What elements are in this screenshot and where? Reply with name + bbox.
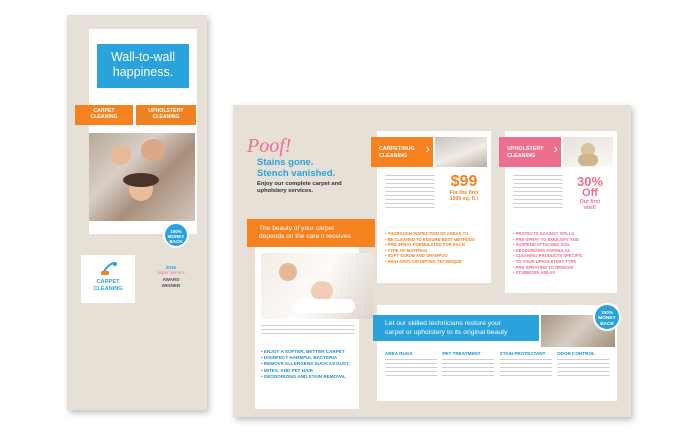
mother-baby-photo: [261, 253, 373, 319]
list-item: • HIGH AIRFLOW DRYING TECHNIQUE: [385, 259, 489, 265]
baby-body: [295, 299, 355, 313]
list-item: • PRE-SPRAY FORMULATED FOR EACH: [385, 242, 489, 248]
service-col: ODOR CONTROL: [557, 351, 609, 379]
technicians-banner: Let our skilled technicians restore your carpet or upholstery to its original beauty: [373, 315, 539, 341]
logo-text-2: CLEANING: [93, 285, 123, 292]
chevron-right-icon: ›: [425, 140, 430, 156]
brochure-inside-spread: [233, 105, 631, 417]
services-footer: [377, 351, 617, 379]
award-block: [143, 265, 199, 289]
carpet-body-text: [385, 175, 435, 209]
logo-text-1: CARPET: [96, 279, 120, 285]
vacuum-icon: [99, 261, 119, 275]
upholstery-features-list: [513, 231, 617, 276]
chevron-right-icon: ›: [553, 140, 558, 156]
carpet-photo: [435, 137, 487, 167]
list-item: • CLEANING PRODUCTS SPECIFIC: [513, 253, 617, 259]
front-card: [89, 29, 197, 234]
tab-upholstery-cleaning: UPHOLSTERY CLEANING: [136, 105, 196, 125]
father-face: [141, 139, 165, 161]
child-face: [111, 145, 131, 165]
headline-line1: Wall-to-wall: [110, 50, 176, 64]
money-back-badge: 100% MONEY BACK: [163, 222, 189, 248]
award-2: WINNER: [161, 283, 181, 288]
left-card: [255, 219, 359, 409]
award-year: 2016: [165, 265, 177, 270]
award-script: Super Service: [157, 271, 185, 276]
list-item: • PRE-SPRAY TO EMULSIFY AND: [513, 237, 617, 243]
poof-heading: Poof!: [247, 135, 292, 157]
beauty-banner: The beauty of your carpet depends on the care it receives: [247, 219, 375, 247]
headline-box: [97, 44, 189, 88]
list-item: • TO YOUR UPHOLSTERY TYPE: [513, 259, 617, 265]
stains-heading: Stains gone. Stench vanished.: [257, 157, 336, 179]
teddy-photo: [563, 137, 613, 167]
upholstery-discount: 30% Off Our first visit!: [576, 174, 604, 211]
list-item: • STUBBORN AREAS: [513, 270, 617, 276]
money-back-badge: 100% MONEY BACK: [593, 303, 621, 331]
left-body-text: [261, 325, 355, 337]
upholstery-tab: UPHOLSTERY CLEANING ›: [499, 137, 561, 167]
family-photo: [89, 133, 195, 221]
service-col: PET TREATMENT: [442, 351, 494, 379]
tab-carpet-cleaning: CARPET CLEANING: [75, 105, 133, 125]
list-item: • PRE-SPRAYING TO REMOVE: [513, 265, 617, 271]
list-item: • ENJOY A SOFTER, BETTER CARPET: [261, 349, 371, 355]
carpet-tab: CARPET/RUG CLEANING ›: [371, 137, 433, 167]
list-item: • REMOVE ALLERGENS SUCH AS DUST,: [261, 361, 371, 367]
logo-card: [81, 255, 135, 303]
list-item: • DEODORIZING FORMULAS: [513, 248, 617, 254]
list-item: • DISINFECT HARMFUL BACTERIA: [261, 355, 371, 361]
list-item: • TYPE OF MATERIAL: [385, 248, 489, 254]
service-col: STAIN PROTECTANT: [500, 351, 552, 379]
headline-line2: happiness.: [112, 65, 174, 79]
left-benefits-list: [261, 349, 371, 380]
list-item: • DEODORIZING AND STAIN REMOVAL: [261, 374, 371, 380]
bottom-card: [377, 305, 617, 401]
list-item: • MITES, AND PET HAIR: [261, 368, 371, 374]
carpet-card: [377, 131, 491, 283]
brochure-front-panel: [67, 15, 207, 410]
upholstery-card: [505, 131, 617, 293]
upholstery-body-text: [513, 175, 563, 209]
teddy-body: [578, 154, 598, 166]
list-item: • SOFT SCRUB AND SHAMPOO: [385, 253, 489, 259]
list-item: • SUSPEND ATTACHED SOIL: [513, 242, 617, 248]
service-col: AREA RUGS: [385, 351, 437, 379]
carpet-features-list: [385, 231, 489, 265]
award-1: AWARD: [162, 277, 180, 282]
list-item: • BE CLEANED TO ENSURE BEST METHODS: [385, 237, 489, 243]
list-item: • PROTECTS AGAINST SPILLS: [513, 231, 617, 237]
enjoy-text: Enjoy our complete carpet and upholstery services.: [257, 181, 342, 194]
carpet-price: $99 For the first 1000 sq. ft.!: [449, 173, 479, 202]
mother-face: [279, 263, 297, 281]
mother-hair: [123, 173, 159, 187]
list-item: • THOROUGH INSPECTION OF AREAS TO: [385, 231, 489, 237]
baby-face: [311, 281, 333, 301]
